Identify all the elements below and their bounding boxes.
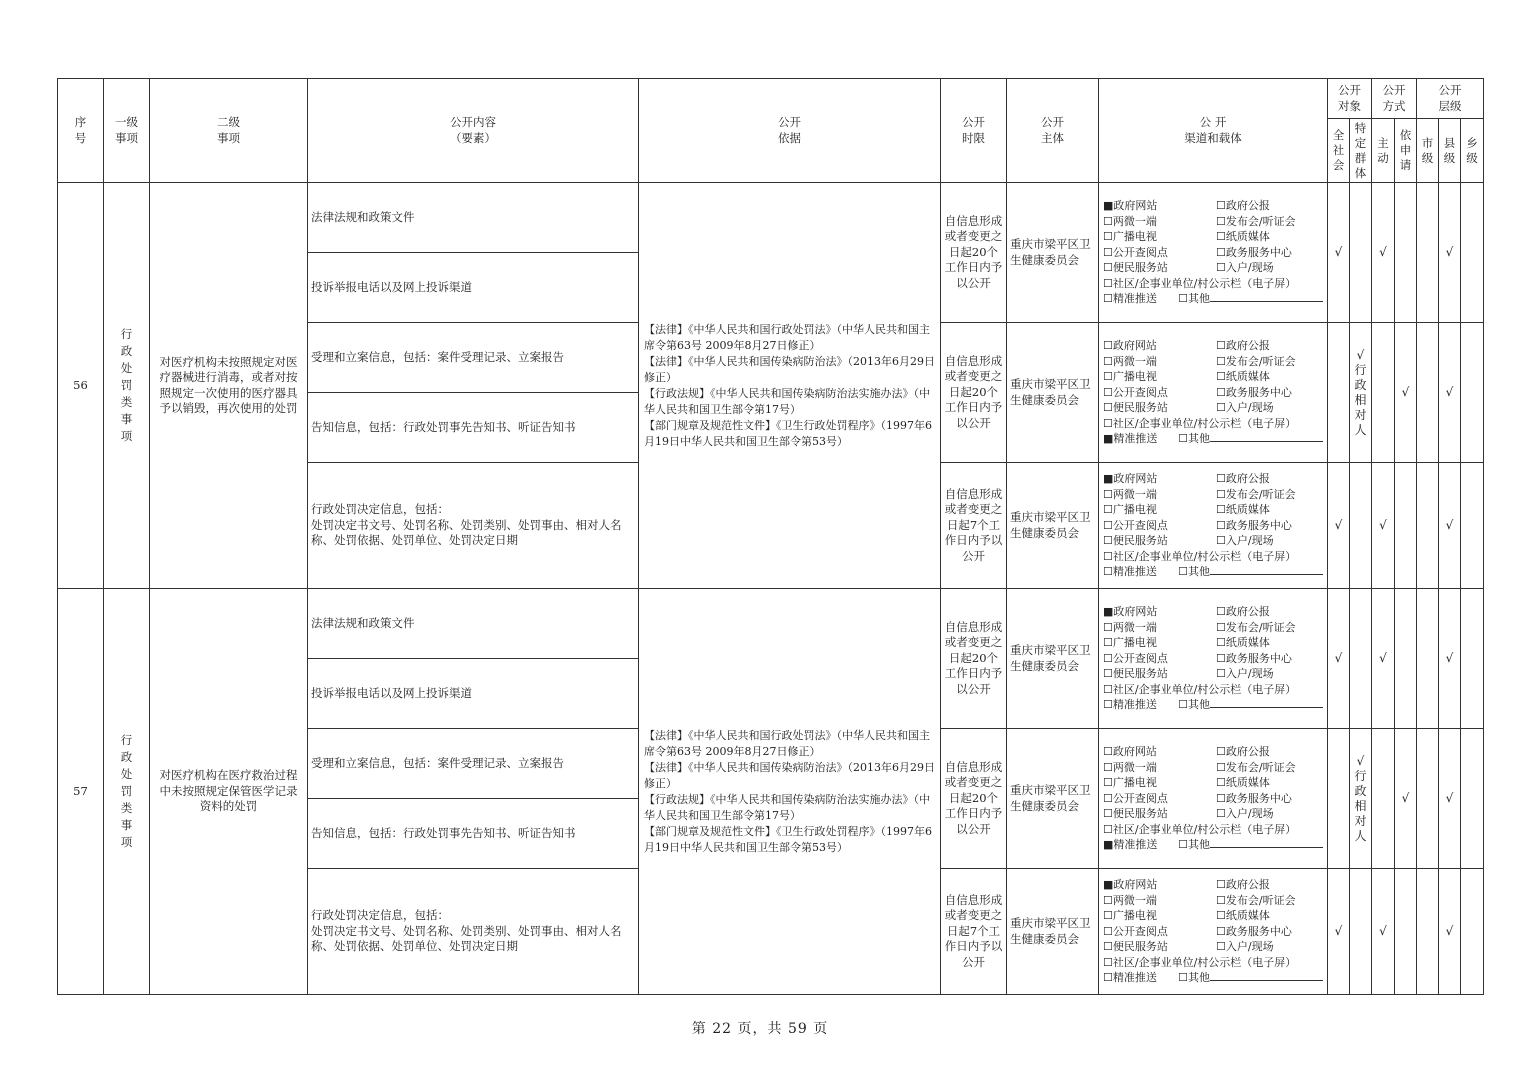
row-level-town — [1461, 589, 1484, 729]
header-method: 公开 方式 — [1372, 79, 1417, 119]
channel-row — [1103, 837, 1323, 853]
channel-option: ☐政务服务中心 — [1216, 791, 1292, 805]
channel-option: ☐入户/现场 — [1216, 401, 1274, 415]
row-subject: 重庆市梁平区卫生健康委员会 — [1007, 323, 1099, 463]
channel-row — [1103, 924, 1323, 940]
header-time-limit: 公开 时限 — [941, 79, 1007, 183]
row-target-specific: √ 行 政 相 对 人 — [1350, 323, 1372, 463]
header-level1: 一级 事项 — [104, 79, 150, 183]
row-level-county: √ — [1439, 869, 1461, 995]
row-level1: 行 政 处 罚 类 事 项 — [104, 589, 150, 995]
channel-option: ☐精准推送 — [1103, 292, 1157, 306]
channel-option: ☐政务服务中心 — [1216, 245, 1292, 259]
row-time-limit: 自信息形成或者变更之日起20个工作日内予以公开 — [941, 323, 1007, 463]
row-method-active — [1372, 729, 1395, 869]
row-method-active: √ — [1372, 869, 1395, 995]
row-subject: 重庆市梁平区卫生健康委员会 — [1007, 589, 1099, 729]
channel-option: ■政府网站 — [1103, 472, 1158, 486]
channel-option: ☐政府网站 — [1103, 745, 1157, 759]
channel-option: ☐纸质媒体 — [1216, 230, 1270, 244]
row-target-specific — [1350, 869, 1372, 995]
channel-option: ☐政务服务中心 — [1216, 385, 1292, 399]
row-target-specific — [1350, 463, 1372, 589]
channel-row — [1103, 651, 1323, 667]
channel-option: ☐两微一端 — [1103, 620, 1157, 634]
row-content-item: 受理和立案信息，包括：案件受理记录、立案报告 — [308, 323, 639, 393]
channel-option: ☐政府公报 — [1216, 605, 1270, 619]
row-method-apply — [1395, 463, 1417, 589]
channel-option: ☐其他 — [1178, 837, 1323, 853]
row-level-county: √ — [1439, 589, 1461, 729]
channel-option: ☐政务服务中心 — [1216, 651, 1292, 665]
row-time-limit: 自信息形成或者变更之日起20个工作日内予以公开 — [941, 183, 1007, 323]
channel-option: ■政府网站 — [1103, 878, 1158, 892]
channel-option: ☐广播电视 — [1103, 230, 1157, 244]
channel-option: ☐入户/现场 — [1216, 667, 1274, 681]
channel-row — [1103, 338, 1323, 354]
channel-option: ☐发布会/听证会 — [1216, 354, 1296, 368]
channel-option: ☐入户/现场 — [1216, 940, 1274, 954]
channel-row — [1103, 400, 1323, 416]
row-target-all — [1328, 323, 1350, 463]
row-level-town — [1461, 463, 1484, 589]
row-method-active: √ — [1372, 463, 1395, 589]
page-number: 第 22 页，共 59 页 — [691, 1021, 829, 1037]
row-level1: 行 政 处 罚 类 事 项 — [104, 183, 150, 589]
channel-row — [1103, 791, 1323, 807]
channel-option: ☐纸质媒体 — [1216, 503, 1270, 517]
channel-option: ■精准推送 — [1103, 432, 1158, 446]
channel-option: ☐精准推送 — [1103, 698, 1157, 712]
header-target-specific: 特 定 群 体 — [1350, 119, 1372, 183]
channel-option: ☐广播电视 — [1103, 636, 1157, 650]
row-seq: 56 — [58, 183, 104, 589]
channel-option: ☐公开查阅点 — [1103, 385, 1168, 399]
row-channels — [1099, 183, 1328, 323]
channel-row — [1103, 385, 1323, 401]
row-basis: 【法律】《中华人民共和国行政处罚法》（中华人民共和国主席令第63号 2009年8月27日修正） 【法律】《中华人民共和国传染病防治法》（2013年6月29日修正） 【行政法规】《中华人民共和国传染病防治法实施办法》（中华人民共和国卫生部令第17号） 【部门规章及规范性文件】《卫生行政处罚程序》（1997年6月19日中华人民共和国卫生部令第53号） — [639, 589, 941, 995]
channel-option: ☐社区/企事业单位/村公示栏（电子屏） — [1103, 955, 1297, 969]
channel-option: ☐纸质媒体 — [1216, 909, 1270, 923]
channel-option: ☐社区/企事业单位/村公示栏（电子屏） — [1103, 276, 1297, 290]
channel-row — [1103, 487, 1323, 503]
row-content-item: 行政处罚决定信息，包括： 处罚决定书文号、处罚名称、处罚类别、处罚事由、相对人名称、处罚依据、处罚单位、处罚决定日期 — [308, 463, 639, 589]
channel-row — [1103, 877, 1323, 893]
channel-option: ■政府网站 — [1103, 199, 1158, 213]
channel-option: ☐广播电视 — [1103, 909, 1157, 923]
channel-option: ☐便民服务站 — [1103, 667, 1168, 681]
header-basis: 公开 依据 — [639, 79, 941, 183]
channel-option: ☐两微一端 — [1103, 760, 1157, 774]
channel-option: ☐发布会/听证会 — [1216, 760, 1296, 774]
row-target-specific: √ 行 政 相 对 人 — [1350, 729, 1372, 869]
row-level-county: √ — [1439, 463, 1461, 589]
row-target-all: √ — [1328, 463, 1350, 589]
channel-row — [1103, 604, 1323, 620]
channel-option: ☐发布会/听证会 — [1216, 487, 1296, 501]
channel-row — [1103, 666, 1323, 682]
channel-option: ☐政府网站 — [1103, 339, 1157, 353]
row-time-limit: 自信息形成或者变更之日起7个工作日内予以公开 — [941, 463, 1007, 589]
row-level-town — [1461, 183, 1484, 323]
row-method-active: √ — [1372, 183, 1395, 323]
row-target-specific — [1350, 589, 1372, 729]
channel-row — [1103, 369, 1323, 385]
channel-option: ☐精准推送 — [1103, 971, 1157, 985]
channel-row — [1103, 635, 1323, 651]
channel-option: ☐广播电视 — [1103, 503, 1157, 517]
row-level-town — [1461, 869, 1484, 995]
channel-row — [1103, 291, 1323, 307]
row-content-item: 法律法规和政策文件 — [308, 183, 639, 253]
row-method-apply — [1395, 589, 1417, 729]
row-content-item: 告知信息，包括：行政处罚事先告知书、听证告知书 — [308, 799, 639, 869]
header-level2: 二级 事项 — [150, 79, 308, 183]
row-channels — [1099, 869, 1328, 995]
row-time-limit: 自信息形成或者变更之日起20个工作日内予以公开 — [941, 589, 1007, 729]
channel-option: ☐政府公报 — [1216, 339, 1270, 353]
channel-option: ☐其他 — [1178, 564, 1323, 580]
row-content-item: 投诉举报电话以及网上投诉渠道 — [308, 659, 639, 729]
row-subject: 重庆市梁平区卫生健康委员会 — [1007, 869, 1099, 995]
row-channels — [1099, 463, 1328, 589]
channel-option: ☐政府公报 — [1216, 878, 1270, 892]
row-level-town — [1461, 729, 1484, 869]
channel-option: ☐便民服务站 — [1103, 261, 1168, 275]
row-level-city — [1417, 323, 1439, 463]
channel-row — [1103, 564, 1323, 580]
header-channels: 公 开 渠道和载体 — [1099, 79, 1328, 183]
channel-option: ☐两微一端 — [1103, 214, 1157, 228]
header-subject: 公开 主体 — [1007, 79, 1099, 183]
channel-option: ☐政府公报 — [1216, 199, 1270, 213]
channel-row — [1103, 744, 1323, 760]
channel-option: ☐两微一端 — [1103, 487, 1157, 501]
channel-row — [1103, 806, 1323, 822]
channel-option: ☐便民服务站 — [1103, 534, 1168, 548]
channel-option: ☐入户/现场 — [1216, 534, 1274, 548]
channel-row — [1103, 908, 1323, 924]
channel-row — [1103, 697, 1323, 713]
channel-option: ☐纸质媒体 — [1216, 776, 1270, 790]
channel-option: ☐公开查阅点 — [1103, 651, 1168, 665]
header-content: 公开内容 （要素） — [308, 79, 639, 183]
channel-row — [1103, 502, 1323, 518]
channel-row — [1103, 229, 1323, 245]
channel-option: ☐公开查阅点 — [1103, 245, 1168, 259]
channel-option: ☐社区/企事业单位/村公示栏（电子屏） — [1103, 682, 1297, 696]
row-level2: 对医疗机构在医疗救治过程中未按照规定保管医学记录资料的处罚 — [150, 589, 308, 995]
channel-option: ☐纸质媒体 — [1216, 370, 1270, 384]
channel-option: ☐政府公报 — [1216, 745, 1270, 759]
channel-option: ☐纸质媒体 — [1216, 636, 1270, 650]
row-level2: 对医疗机构未按照规定对医疗器械进行消毒，或者对按照规定一次使用的医疗器具予以销毁，再次使用的处罚 — [150, 183, 308, 589]
table-row — [58, 589, 1484, 659]
row-subject: 重庆市梁平区卫生健康委员会 — [1007, 463, 1099, 589]
channel-option: ☐入户/现场 — [1216, 261, 1274, 275]
row-target-all — [1328, 729, 1350, 869]
channel-row — [1103, 970, 1323, 986]
channel-option: ☐精准推送 — [1103, 565, 1157, 579]
row-target-all: √ — [1328, 869, 1350, 995]
channel-row — [1103, 245, 1323, 261]
row-content-item: 受理和立案信息，包括：案件受理记录、立案报告 — [308, 729, 639, 799]
row-target-specific — [1350, 183, 1372, 323]
channel-option: ☐入户/现场 — [1216, 807, 1274, 821]
row-level-city — [1417, 183, 1439, 323]
channel-row — [1103, 260, 1323, 276]
channel-row — [1103, 214, 1323, 230]
row-channels — [1099, 323, 1328, 463]
channel-row — [1103, 939, 1323, 955]
channel-option: ☐社区/企事业单位/村公示栏（电子屏） — [1103, 822, 1297, 836]
row-target-all: √ — [1328, 589, 1350, 729]
row-channels — [1099, 729, 1328, 869]
row-method-apply — [1395, 183, 1417, 323]
channel-option: ☐其他 — [1178, 697, 1323, 713]
row-time-limit: 自信息形成或者变更之日起7个工作日内予以公开 — [941, 869, 1007, 995]
header-method-active: 主 动 — [1372, 119, 1395, 183]
row-subject: 重庆市梁平区卫生健康委员会 — [1007, 183, 1099, 323]
channel-option: ☐政务服务中心 — [1216, 518, 1292, 532]
channel-option: ☐两微一端 — [1103, 893, 1157, 907]
table-row — [58, 183, 1484, 253]
channel-option: ☐政府公报 — [1216, 472, 1270, 486]
channel-option: ☐广播电视 — [1103, 776, 1157, 790]
channel-row — [1103, 471, 1323, 487]
row-channels — [1099, 589, 1328, 729]
row-level-city — [1417, 869, 1439, 995]
header-seq: 序 号 — [58, 79, 104, 183]
row-level-town — [1461, 323, 1484, 463]
channel-row — [1103, 431, 1323, 447]
disclosure-table — [57, 78, 1484, 995]
channel-option: ☐其他 — [1178, 970, 1323, 986]
channel-option: ☐其他 — [1178, 291, 1323, 307]
channel-row — [1103, 760, 1323, 776]
row-level-city — [1417, 463, 1439, 589]
channel-option: ☐便民服务站 — [1103, 940, 1168, 954]
row-target-all: √ — [1328, 183, 1350, 323]
channel-option: ☐便民服务站 — [1103, 401, 1168, 415]
row-basis: 【法律】《中华人民共和国行政处罚法》（中华人民共和国主席令第63号 2009年8月27日修正） 【法律】《中华人民共和国传染病防治法》（2013年6月29日修正） 【行政法规】《中华人民共和国传染病防治法实施办法》（中华人民共和国卫生部令第17号） 【部门规章及规范性文件】《卫生行政处罚程序》（1997年6月19日中华人民共和国卫生部令第53号） — [639, 183, 941, 589]
channel-option: ☐发布会/听证会 — [1216, 620, 1296, 634]
row-level-county: √ — [1439, 729, 1461, 869]
row-level-county: √ — [1439, 183, 1461, 323]
header-target-all: 全 社 会 — [1328, 119, 1350, 183]
channel-row — [1103, 354, 1323, 370]
channel-row — [1103, 518, 1323, 534]
channel-option: ☐其他 — [1178, 431, 1323, 447]
header-target: 公开 对象 — [1328, 79, 1372, 119]
row-method-apply: √ — [1395, 729, 1417, 869]
row-content-item: 行政处罚决定信息，包括： 处罚决定书文号、处罚名称、处罚类别、处罚事由、相对人名称、处罚依据、处罚单位、处罚决定日期 — [308, 869, 639, 995]
channel-option: ☐政务服务中心 — [1216, 924, 1292, 938]
channel-row — [1103, 893, 1323, 909]
row-level-city — [1417, 729, 1439, 869]
header-level-county: 县 级 — [1439, 119, 1461, 183]
row-method-apply — [1395, 869, 1417, 995]
row-content-item: 投诉举报电话以及网上投诉渠道 — [308, 253, 639, 323]
row-method-active — [1372, 323, 1395, 463]
channel-option: ☐公开查阅点 — [1103, 791, 1168, 805]
header-level: 公开 层级 — [1417, 79, 1484, 119]
row-time-limit: 自信息形成或者变更之日起20个工作日内予以公开 — [941, 729, 1007, 869]
channel-option: ☐公开查阅点 — [1103, 924, 1168, 938]
channel-option: ☐社区/企事业单位/村公示栏（电子屏） — [1103, 549, 1297, 563]
row-method-active: √ — [1372, 589, 1395, 729]
row-level-county: √ — [1439, 323, 1461, 463]
channel-option: ☐发布会/听证会 — [1216, 893, 1296, 907]
channel-option: ☐公开查阅点 — [1103, 518, 1168, 532]
channel-row — [1103, 198, 1323, 214]
row-content-item: 告知信息，包括：行政处罚事先告知书、听证告知书 — [308, 393, 639, 463]
channel-option: ☐广播电视 — [1103, 370, 1157, 384]
row-content-item: 法律法规和政策文件 — [308, 589, 639, 659]
channel-option: ☐发布会/听证会 — [1216, 214, 1296, 228]
channel-row — [1103, 620, 1323, 636]
header-level-city: 市 级 — [1417, 119, 1439, 183]
header-level-town: 乡 级 — [1461, 119, 1484, 183]
channel-row — [1103, 533, 1323, 549]
channel-option: ☐便民服务站 — [1103, 807, 1168, 821]
header-method-apply: 依 申 请 — [1395, 119, 1417, 183]
channel-option: ■政府网站 — [1103, 605, 1158, 619]
channel-option: ☐两微一端 — [1103, 354, 1157, 368]
channel-row — [1103, 775, 1323, 791]
row-subject: 重庆市梁平区卫生健康委员会 — [1007, 729, 1099, 869]
row-seq: 57 — [58, 589, 104, 995]
channel-option: ■精准推送 — [1103, 838, 1158, 852]
row-method-apply: √ — [1395, 323, 1417, 463]
row-level-city — [1417, 589, 1439, 729]
channel-option: ☐社区/企事业单位/村公示栏（电子屏） — [1103, 416, 1297, 430]
